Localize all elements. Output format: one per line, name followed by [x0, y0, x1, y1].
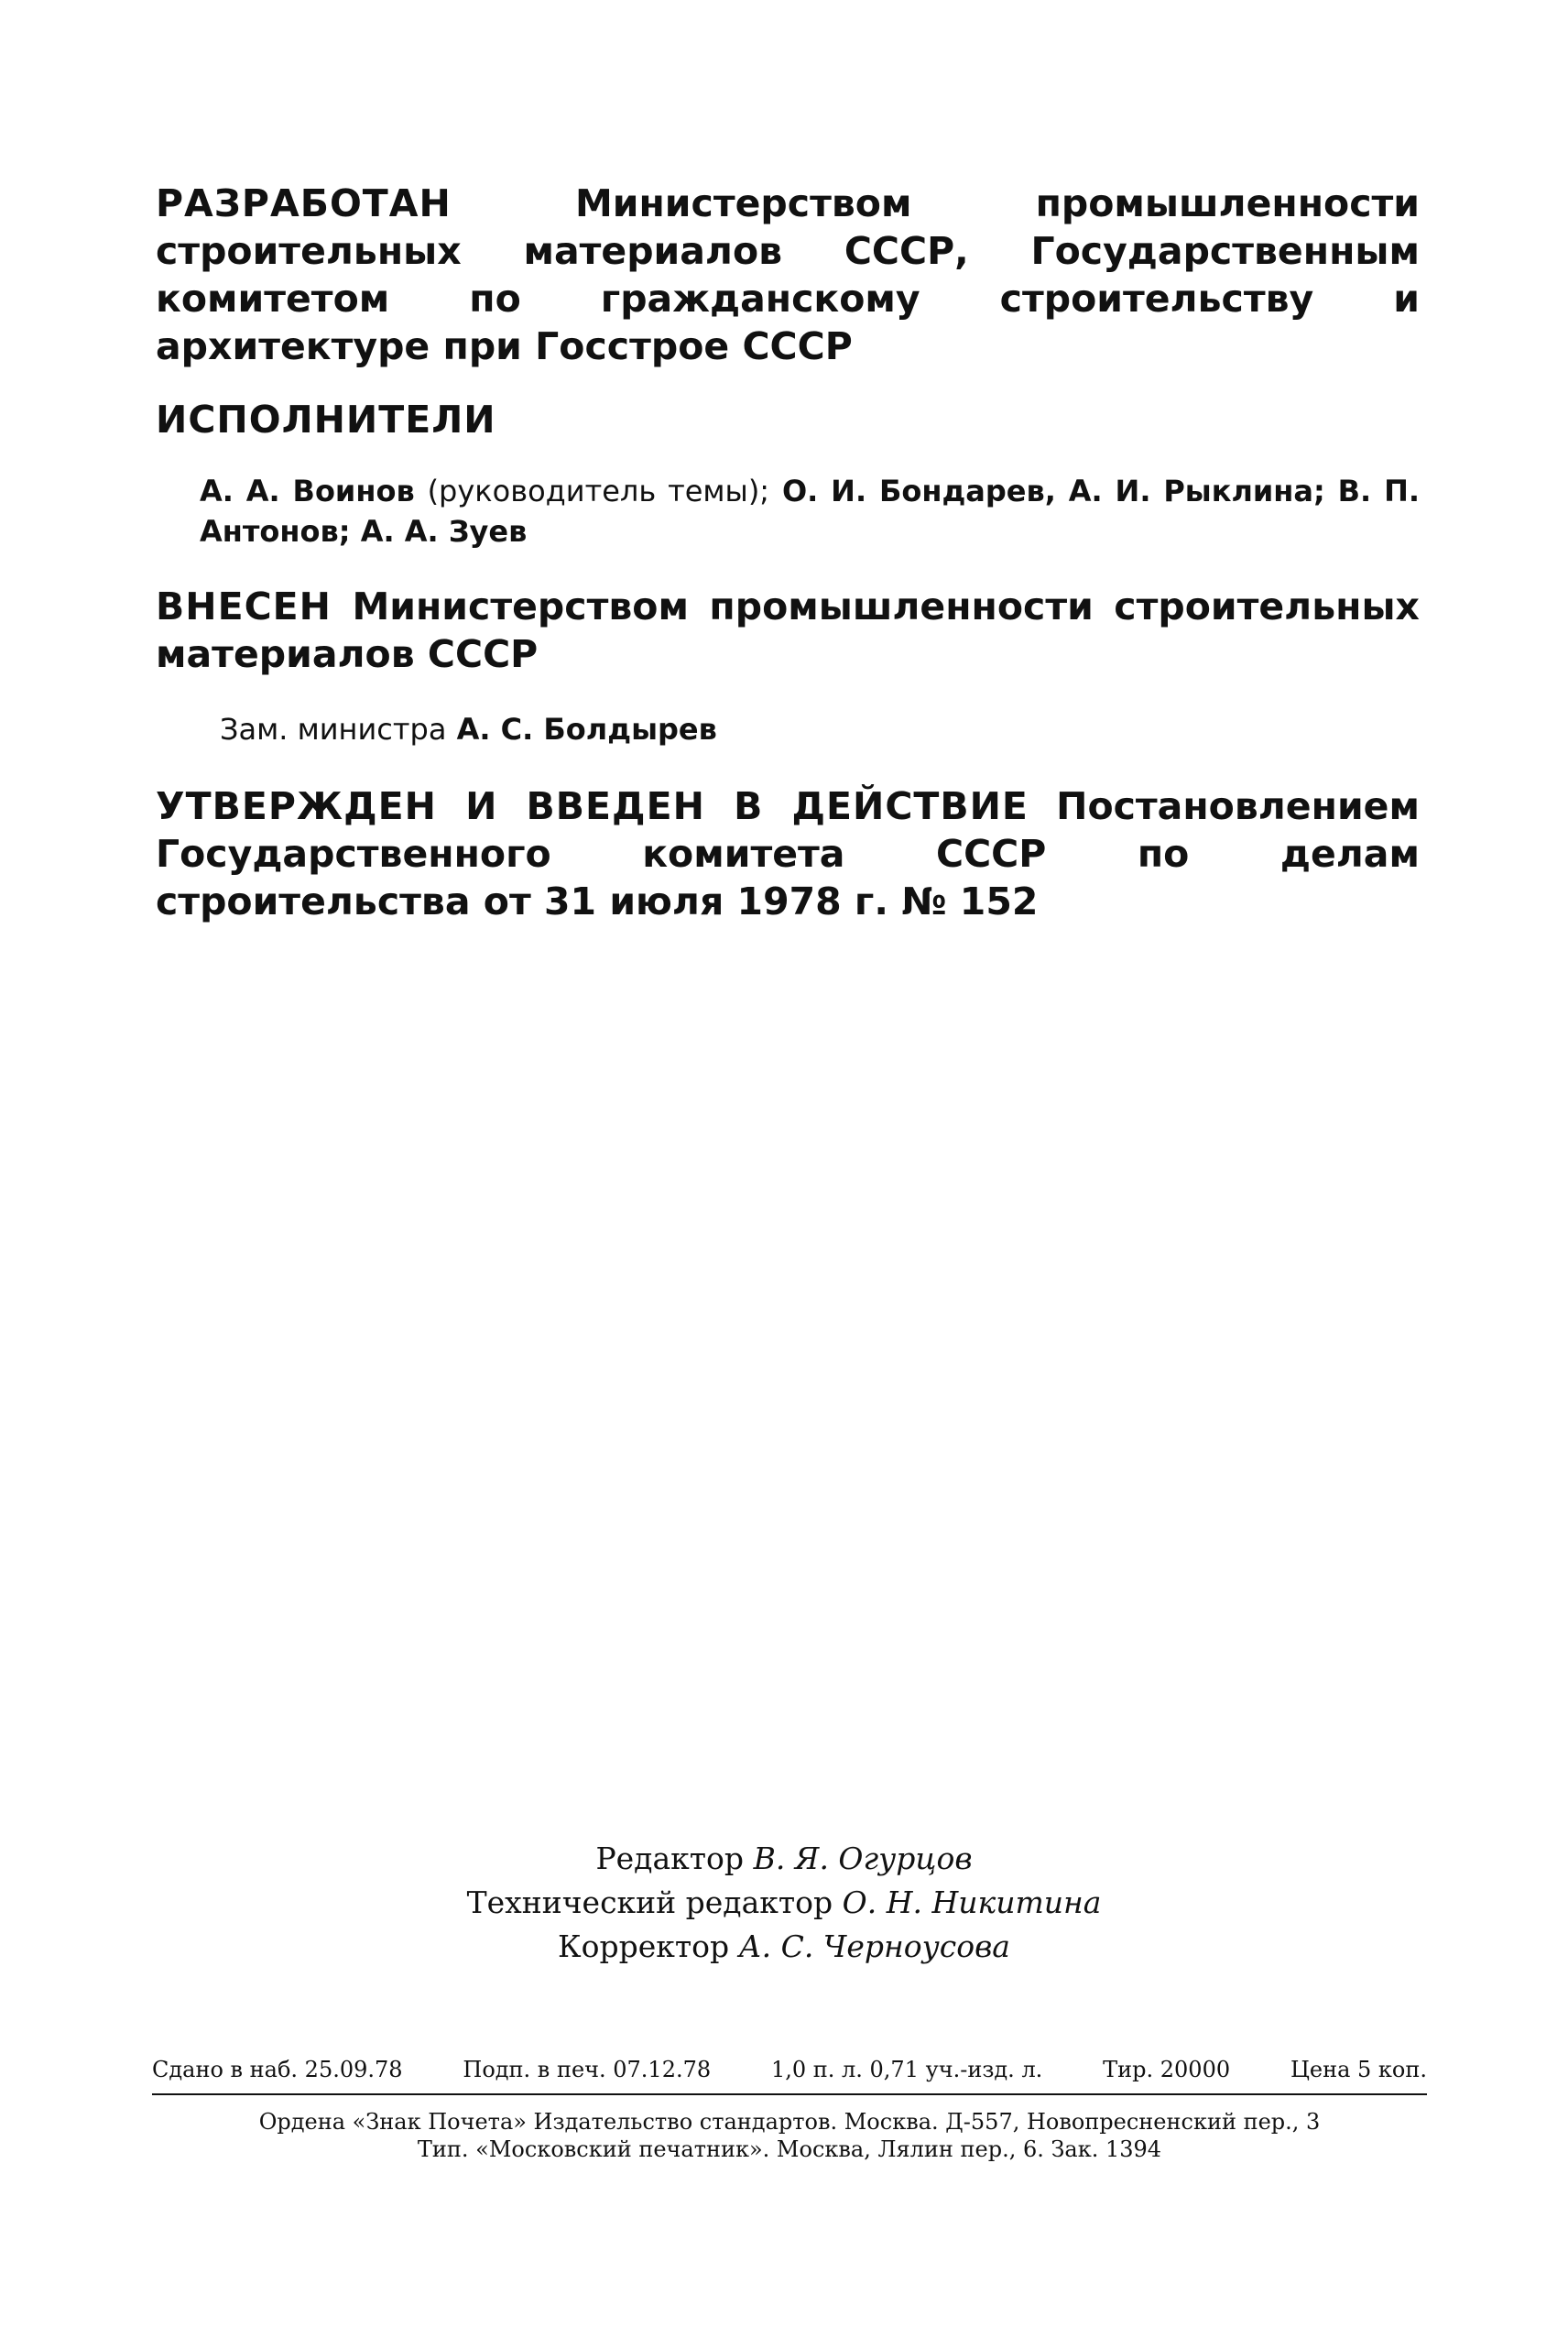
tech-editor-role: Технический редактор: [466, 1885, 833, 1920]
publisher-line: Ордена «Знак Почета» Издательство стандартов. Москва. Д-557, Новопресненский пер., 3: [258, 2109, 1321, 2135]
editor-name: В. Я. Огурцов: [753, 1841, 973, 1876]
deputy-name: А. С. Болдырев: [456, 712, 717, 747]
executor-role: (руководитель темы);: [427, 474, 770, 508]
proofreader-line: [0, 1925, 1568, 1969]
publisher-block: [152, 2108, 1427, 2163]
print-details-line: [152, 2057, 1427, 2095]
approved-text: Постановлением Государственного комитета СССР по делам строительства от 31 июля 1978 г. № 152: [156, 784, 1420, 923]
executor-lead-name: А. А. Воинов: [200, 474, 415, 508]
editor-role: Редактор: [595, 1841, 745, 1876]
editorial-staff: [0, 1837, 1568, 1969]
executors-list: [200, 471, 1420, 552]
executor-other-names: О. И. Бондарев, А. И. Рыклина; В. П. Антонов; А. А. Зуев: [200, 474, 1421, 549]
introduced-block: [156, 583, 1420, 678]
tech-editor-name: О. Н. Никитина: [842, 1885, 1102, 1920]
print-run: Тир. 20000: [1103, 2057, 1231, 2082]
tech-editor-line: [0, 1881, 1568, 1925]
editor-line: [0, 1837, 1568, 1881]
proofreader-name: А. С. Черноусова: [738, 1928, 1010, 1964]
introduced-lead: ВНЕСЕН: [156, 584, 332, 628]
introduced-text: Министерством промышленности строительных материалов СССР: [156, 584, 1420, 676]
developed-lead: РАЗРАБОТАН: [156, 181, 452, 225]
imprint-section: [152, 2057, 1427, 2163]
approved-block: [156, 782, 1420, 925]
signed-date: Подп. в печ. 07.12.78: [463, 2057, 712, 2082]
deputy-title: Зам. министра: [220, 712, 447, 747]
developed-block: [156, 180, 1420, 370]
proofreader-role: Корректор: [558, 1928, 730, 1964]
executors-heading: ИСПОЛНИТЕЛИ: [156, 398, 496, 442]
price: Цена 5 коп.: [1290, 2057, 1427, 2082]
sheet-count: 1,0 п. л. 0,71 уч.-изд. л.: [770, 2057, 1043, 2082]
approved-lead: УТВЕРЖДЕН И ВВЕДЕН В ДЕЙСТВИЕ: [156, 784, 1029, 828]
developed-text: Министерством промышленности строительных материалов СССР, Государственным комитетом по гражданскому строительству и архитектуре при Госстрое СССР: [156, 181, 1421, 368]
printer-line: Тип. «Московский печатник». Москва, Лялин пер., 6. Зак. 1394: [417, 2136, 1162, 2162]
credits-section: [156, 180, 1420, 925]
deputy-minister-line: [220, 709, 1420, 749]
typeset-date: Сдано в наб. 25.09.78: [152, 2057, 403, 2082]
